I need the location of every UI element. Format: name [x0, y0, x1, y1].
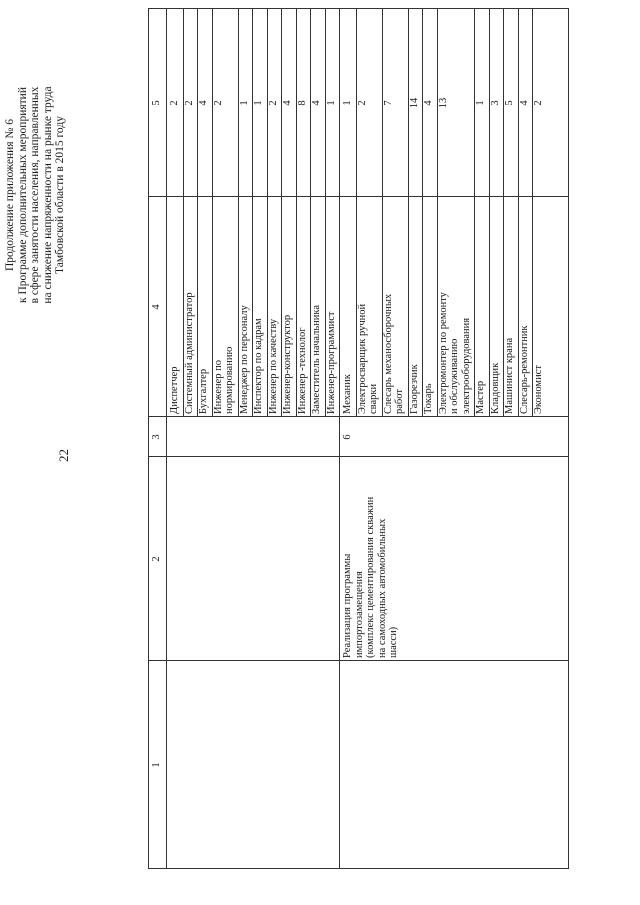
- appendix-title-line: к Программе дополнительных мероприятий: [16, 87, 29, 303]
- project-name-cell: [342, 460, 410, 658]
- count-cell: [342, 12, 355, 194]
- cell-text-line: 1: [325, 100, 337, 106]
- count-cell: [357, 12, 381, 194]
- cell-text-line: Менеджер по персоналу: [238, 305, 250, 414]
- cell-text-line: Экономист: [533, 365, 544, 414]
- count-cell: [268, 12, 281, 194]
- appendix-title-line: на снижение напряженности на рынке труда: [41, 86, 54, 304]
- profession-cell: [253, 200, 266, 414]
- count-cell: [326, 12, 339, 194]
- profession-cell: [519, 200, 532, 414]
- profession-cell: [409, 200, 422, 414]
- cell-text-line: 13: [437, 97, 449, 109]
- profession-cell: [533, 200, 546, 414]
- cell-text-line: 1: [342, 100, 353, 106]
- cell-text-line: сварки: [368, 383, 379, 414]
- cell-text-line: 1: [475, 100, 486, 106]
- cell-text-line: 2: [183, 100, 195, 106]
- profession-cell: [213, 200, 237, 414]
- cell-text-line: 5: [151, 100, 162, 106]
- cell-text-line: 4: [311, 100, 322, 106]
- cell-text-line: 6: [342, 434, 353, 440]
- cell-text-line: Диспетчер: [169, 366, 180, 414]
- cell-text-line: 4: [198, 100, 209, 106]
- appendix-title-line: Тамбовской области в 2015 году: [54, 116, 66, 274]
- cell-text-line: на самоходных автомобильных: [376, 518, 388, 658]
- cell-text-line: 1: [253, 100, 264, 106]
- column-header: [151, 200, 165, 414]
- cell-text-line: Инспектор по кадрам: [253, 318, 264, 414]
- count-cell: [239, 12, 252, 194]
- cell-text-line: Электромонтер по ремонту: [437, 292, 449, 414]
- profession-cell: [268, 200, 281, 414]
- cell-text-line: 4: [518, 100, 530, 106]
- cell-text-line: 2: [533, 100, 544, 106]
- profession-cell: [184, 200, 197, 414]
- count-cell: [519, 12, 532, 194]
- cell-text-line: электрооборудования: [460, 317, 472, 414]
- profession-cell: [239, 200, 252, 414]
- cell-text-line: 14: [408, 97, 420, 109]
- table-rule: [148, 660, 568, 661]
- profession-cell: [383, 200, 407, 414]
- count-cell: [423, 12, 436, 194]
- profession-cell: [504, 200, 517, 414]
- cell-text-line: Реализация программы: [342, 553, 353, 658]
- profession-cell: [423, 200, 436, 414]
- cell-text-line: Инженер -технолог: [296, 327, 308, 414]
- cell-text-line: (комплекс цементирования скважин: [365, 496, 376, 658]
- cell-text-line: Системный администратор: [183, 292, 195, 414]
- count-cell: [198, 12, 211, 194]
- count-cell: [213, 12, 237, 194]
- cell-text-line: 8: [296, 100, 308, 106]
- table-rule: [339, 9, 340, 869]
- cell-text-line: Инженер-программист: [325, 311, 337, 414]
- profession-cell: [169, 200, 182, 414]
- cell-text-line: 7: [382, 100, 394, 106]
- count-cell: [490, 12, 503, 194]
- profession-cell: [282, 200, 295, 414]
- cell-text-line: и обслуживанию: [449, 338, 460, 414]
- page-number: 22: [56, 449, 71, 462]
- table-rule: [166, 9, 167, 869]
- cell-text-line: 4: [151, 304, 162, 310]
- count-cell: [383, 12, 407, 194]
- cell-text-line: нормированию: [224, 346, 235, 414]
- cell-text-line: Заместитель начальника: [311, 304, 322, 414]
- profession-cell: [357, 200, 381, 414]
- appendix-title: [4, 45, 67, 345]
- cell-text-line: работ: [394, 389, 405, 414]
- professions-table: [148, 9, 568, 869]
- profession-cell: [198, 200, 211, 414]
- cell-text-line: Инженер-конструктор: [282, 314, 293, 414]
- profession-cell: [490, 200, 503, 414]
- cell-text-line: Электросварщик ручной: [356, 303, 368, 414]
- cell-text-line: Слесарь-ремонтник: [518, 325, 530, 414]
- cell-text-line: Мастер: [475, 380, 486, 414]
- column-header: [151, 420, 165, 454]
- cell-text-line: 2: [151, 556, 162, 562]
- cell-text-line: Кладовщик: [489, 362, 501, 414]
- cell-text-line: 2: [267, 100, 279, 106]
- count-cell: [297, 12, 310, 194]
- column-header: [151, 664, 165, 866]
- count-cell: [533, 12, 546, 194]
- table-rule: [148, 456, 568, 457]
- cell-text-line: 4: [423, 100, 434, 106]
- cell-text-line: 1: [238, 100, 250, 106]
- count-cell: [169, 12, 182, 194]
- profession-cell: [326, 200, 339, 414]
- column-header: [151, 460, 165, 658]
- cell-text-line: Токарь: [423, 383, 434, 414]
- cell-text-line: 3: [489, 100, 501, 106]
- appendix-title-line: Продолжение приложения № 6: [4, 118, 16, 272]
- table-rule: [148, 9, 149, 869]
- count-cell: [253, 12, 266, 194]
- cell-text-line: 3: [151, 434, 162, 440]
- cell-text-line: Слесарь механосборочных: [382, 293, 394, 414]
- count-cell: [438, 12, 474, 194]
- cell-text-line: шасси): [388, 626, 399, 658]
- table-rule: [148, 868, 568, 869]
- places-count-cell: [342, 420, 360, 454]
- count-cell: [409, 12, 422, 194]
- profession-cell: [311, 200, 324, 414]
- profession-cell: [475, 200, 488, 414]
- cell-text-line: 4: [282, 100, 293, 106]
- cell-text-line: Механик: [342, 374, 353, 414]
- cell-text-line: Газорезчик: [408, 364, 420, 414]
- profession-cell: [297, 200, 310, 414]
- cell-text-line: Инженер по качеству: [267, 318, 279, 414]
- cell-text-line: импортозамещения: [353, 571, 365, 658]
- table-rule: [568, 8, 569, 869]
- count-cell: [282, 12, 295, 194]
- cell-text-line: 2: [212, 100, 224, 106]
- cell-text-line: Инженер по: [212, 359, 224, 414]
- count-cell: [311, 12, 324, 194]
- column-header: [151, 12, 165, 194]
- cell-text-line: 1: [151, 762, 162, 768]
- appendix-title-line: в сфере занятости населения, направленных: [29, 86, 41, 304]
- cell-text-line: 2: [356, 100, 368, 106]
- cell-text-line: 5: [504, 100, 515, 106]
- count-cell: [184, 12, 197, 194]
- profession-cell: [342, 200, 355, 414]
- count-cell: [504, 12, 517, 194]
- cell-text-line: Бухгалтер: [198, 368, 209, 414]
- cell-text-line: 2: [169, 100, 180, 106]
- count-cell: [475, 12, 488, 194]
- profession-cell: [438, 200, 474, 414]
- cell-text-line: Машинист крана: [504, 337, 515, 414]
